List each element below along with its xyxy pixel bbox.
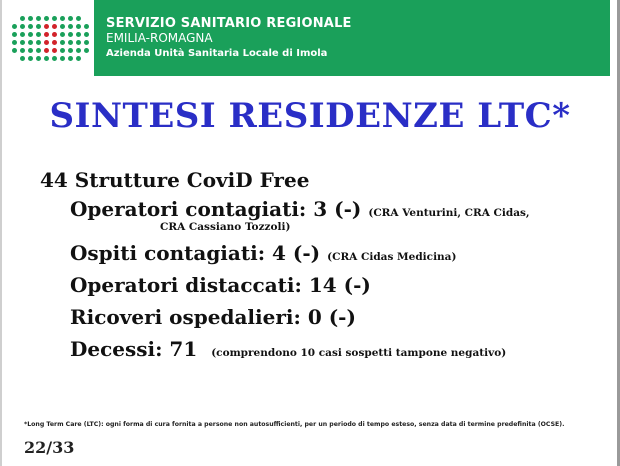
left-border	[0, 0, 2, 466]
logo-dot	[20, 56, 25, 61]
logo-dot	[68, 32, 73, 37]
logo-dot	[76, 24, 81, 29]
item-text: Ospiti contagiati: 4 (-)	[70, 241, 321, 266]
logo	[6, 0, 94, 76]
header-banner	[6, 0, 610, 76]
slide-title: SINTESI RESIDENZE LTC*	[49, 96, 571, 136]
logo-dot	[44, 48, 49, 53]
logo-dot	[76, 16, 81, 21]
logo-dot	[36, 48, 41, 53]
logo-dot	[60, 40, 65, 45]
logo-dot	[68, 48, 73, 53]
logo-dot	[36, 32, 41, 37]
logo-dot	[44, 56, 49, 61]
logo-dot	[12, 48, 17, 53]
logo-dot	[36, 24, 41, 29]
logo-dot	[20, 40, 25, 45]
logo-dot	[28, 24, 33, 29]
logo-dot	[20, 24, 25, 29]
footnote: *Long Term Care (LTC): ogni forma di cura fornita a persone non autosufficienti, per un periodo di tempo esteso, senza data di termine predefinita (OCSE).	[24, 421, 565, 428]
logo-dot	[36, 40, 41, 45]
logo-dot	[52, 32, 57, 37]
header-line-1: SERVIZIO SANITARIO REGIONALE	[106, 15, 352, 31]
logo-dot	[52, 24, 57, 29]
logo-dot	[52, 48, 57, 53]
logo-dot	[12, 40, 17, 45]
item-note: (comprendono 10 casi sospetti tampone negativo)	[211, 347, 507, 360]
logo-dot	[44, 24, 49, 29]
logo-dot	[36, 56, 41, 61]
header-line-3: Azienda Unità Sanitaria Locale di Imola	[106, 47, 328, 59]
logo-dot	[52, 16, 57, 21]
logo-dot	[28, 56, 33, 61]
logo-dot	[76, 56, 81, 61]
list-item	[70, 274, 610, 297]
logo-dot	[84, 24, 89, 29]
header-line-2: EMILIA-ROMAGNA	[106, 30, 213, 45]
logo-dot	[76, 40, 81, 45]
logo-dot	[44, 16, 49, 21]
item-text: Ricoveri ospedalieri: 0 (-)	[70, 305, 356, 330]
logo-dot	[36, 16, 41, 21]
logo-dot	[28, 48, 33, 53]
logo-dot	[60, 24, 65, 29]
logo-dot	[28, 32, 33, 37]
item-text: Operatori contagiati: 3 (-)	[70, 197, 362, 221]
logo-dot	[28, 16, 33, 21]
logo-dot	[60, 16, 65, 21]
logo-dot	[84, 48, 89, 53]
logo-dot	[28, 40, 33, 45]
logo-dot	[84, 32, 89, 37]
list-item	[70, 242, 610, 265]
logo-dot	[68, 16, 73, 21]
logo-dot	[20, 48, 25, 53]
item-note-cont: CRA Cassiano Tozzoli)	[160, 221, 291, 233]
page-number: 22/33	[24, 438, 75, 457]
item-text: Decessi: 71	[70, 337, 198, 362]
dot-grid-icon	[12, 16, 89, 61]
logo-dot	[20, 32, 25, 37]
logo-dot	[12, 32, 17, 37]
item-text: Operatori distaccati: 14 (-)	[70, 273, 371, 298]
item-note: (CRA Cidas Medicina)	[327, 251, 457, 264]
header-text	[106, 17, 352, 59]
logo-dot	[20, 16, 25, 21]
logo-dot	[76, 32, 81, 37]
logo-dot	[44, 32, 49, 37]
slide-body	[40, 168, 610, 370]
logo-dot	[84, 16, 89, 21]
list-item	[70, 338, 610, 361]
logo-dot	[68, 24, 73, 29]
logo-dot	[68, 56, 73, 61]
logo-dot	[12, 24, 17, 29]
logo-dot	[60, 48, 65, 53]
item-note: (CRA Venturini, CRA Cidas,	[368, 207, 530, 219]
list-item	[70, 198, 610, 233]
logo-dot	[52, 56, 57, 61]
summary-line: 44 Strutture CoviD Free	[40, 168, 310, 192]
logo-dot	[44, 40, 49, 45]
logo-dot	[84, 40, 89, 45]
logo-dot	[52, 40, 57, 45]
logo-dot	[60, 56, 65, 61]
logo-dot	[68, 40, 73, 45]
logo-dot	[84, 56, 89, 61]
logo-dot	[76, 48, 81, 53]
logo-dot	[60, 32, 65, 37]
logo-dot	[12, 56, 17, 61]
list-item	[70, 306, 610, 329]
logo-dot	[12, 16, 17, 21]
